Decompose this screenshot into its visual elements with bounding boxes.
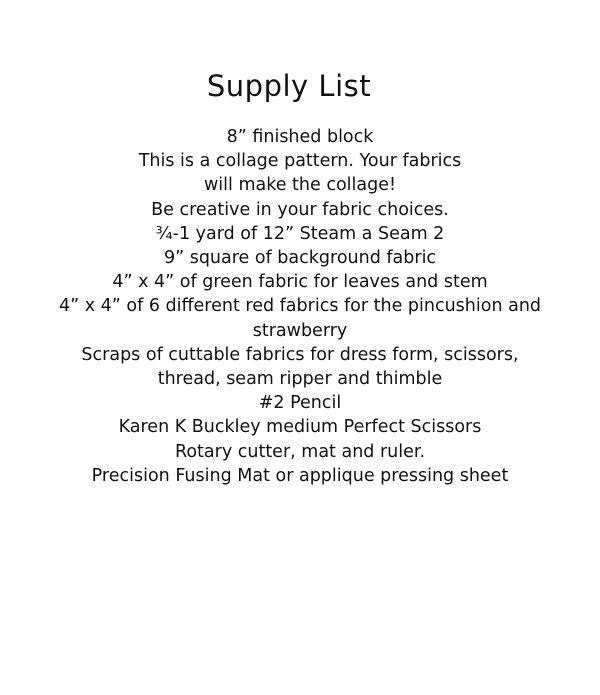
supply-list	[0, 125, 600, 488]
supply-line: 4” x 4” of 6 different red fabrics for the pincushion and	[58, 296, 542, 317]
supply-line: thread, seam ripper and thimble	[157, 369, 443, 390]
supply-line: will make the collage!	[203, 175, 397, 196]
supply-line: #2 Pencil	[258, 393, 342, 414]
supply-line: Precision Fusing Mat or applique pressing sheet	[91, 465, 509, 486]
supply-line: Scraps of cuttable fabrics for dress form, scissors,	[81, 344, 519, 365]
supply-line: 9” square of background fabric	[163, 248, 437, 269]
supply-line: 8” finished block	[226, 127, 374, 147]
supply-line: Karen K Buckley medium Perfect Scissors	[118, 417, 482, 438]
supply-line: Be creative in your fabric choices.	[151, 199, 449, 220]
supply-line: strawberry	[252, 320, 348, 341]
supply-line: 4” x 4” of green fabric for leaves and stem	[112, 272, 488, 293]
supply-line: Rotary cutter, mat and ruler.	[174, 441, 426, 462]
page-title: Supply List	[206, 69, 372, 103]
supply-line: This is a collage pattern. Your fabrics	[138, 151, 462, 172]
supply-line: ¾-1 yard of 12” Steam a Seam 2	[155, 223, 445, 244]
